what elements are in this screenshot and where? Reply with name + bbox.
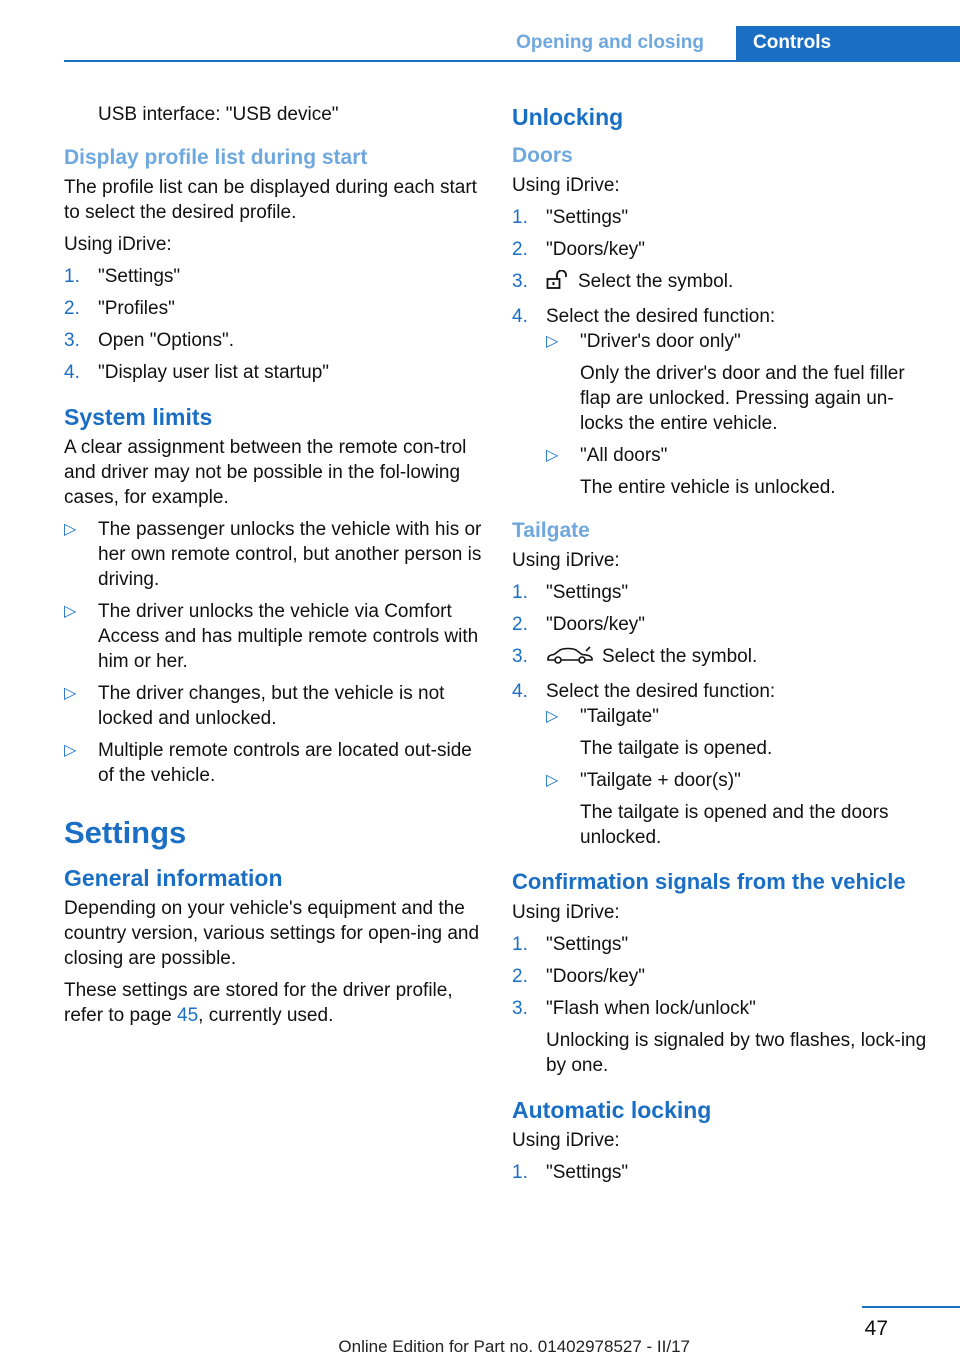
display-profile-body: The profile list can be displayed during each start to select the desired profile. [64, 177, 477, 223]
doors-options [546, 329, 932, 500]
list-item [64, 328, 484, 353]
list-item [512, 932, 932, 957]
page-reference-link[interactable]: 45 [177, 1005, 199, 1026]
page-number: 47 [864, 1317, 888, 1340]
confirmation-using: Using iDrive: [512, 902, 620, 923]
tailgate-heading: Tailgate [512, 519, 590, 542]
step-text: Select the desired function: [546, 306, 776, 327]
list-item [512, 580, 932, 605]
bullet-triangle-icon: ▷ [546, 708, 559, 725]
step-number: 4. [512, 681, 528, 702]
list-item [512, 269, 932, 297]
step-text: Select the desired function: [546, 681, 776, 702]
bullet-text: Multiple remote controls are located out‐side of the vehicle. [98, 740, 472, 786]
step-number: 3. [64, 330, 80, 351]
option-title: "Driver's door only" [580, 331, 741, 352]
step-text: Select the symbol. [602, 646, 758, 667]
bullet-text: The driver unlocks the vehicle via Comfort Access and has multiple remote controls with him or her. [98, 601, 479, 672]
confirmation-steps [512, 932, 932, 1078]
step-number: 4. [512, 306, 528, 327]
step-number: 4. [64, 362, 80, 383]
bullet-triangle-icon: ▷ [64, 742, 77, 759]
option-description: The tailgate is opened. [580, 738, 773, 759]
general-information-heading: General information [64, 865, 283, 891]
p2-text-after: , currently used. [198, 1005, 334, 1026]
option-description: The tailgate is opened and the doors unlocked. [580, 802, 889, 848]
option-description: The entire vehicle is unlocked. [580, 477, 836, 498]
header-chapter-tab: Controls [736, 26, 960, 62]
settings-heading: Settings [64, 815, 187, 850]
step-text: "Display user list at startup" [98, 362, 330, 383]
general-information-p1: Depending on your vehicle's equipment and the country version, various settings for open‐ing and closing are possible. [64, 898, 480, 969]
option-title: "Tailgate" [580, 706, 659, 727]
page-header [0, 0, 960, 62]
unlocking-heading: Unlocking [512, 104, 624, 130]
step-text: "Flash when lock/unlock" [546, 998, 756, 1019]
step-text: Select the symbol. [578, 271, 734, 292]
list-item [64, 517, 484, 592]
automatic-locking-heading: Automatic locking [512, 1097, 712, 1123]
step-number: 1. [512, 1162, 528, 1183]
bullet-triangle-icon: ▷ [546, 447, 559, 464]
step-number: 3. [512, 998, 528, 1019]
list-item [64, 681, 484, 731]
tailgate-steps [512, 580, 932, 850]
automatic-locking-using: Using iDrive: [512, 1130, 620, 1151]
step-number: 2. [512, 966, 528, 987]
footer-rule [862, 1306, 960, 1308]
option-title: "Tailgate + door(s)" [580, 770, 741, 791]
list-item [546, 443, 932, 500]
confirmation-signals-heading: Confirmation signals from the vehicle [512, 869, 906, 894]
tailgate-using: Using iDrive: [512, 550, 620, 571]
step-text: "Settings" [546, 582, 629, 603]
list-item [512, 644, 932, 672]
step-number: 1. [512, 582, 528, 603]
header-section-label: Opening and closing [516, 32, 704, 53]
automatic-locking-steps [512, 1160, 932, 1185]
step-text: "Settings" [98, 266, 181, 287]
list-item [64, 738, 484, 788]
bullet-triangle-icon: ▷ [64, 521, 77, 538]
display-profile-using: Using iDrive: [64, 234, 172, 255]
doors-using: Using iDrive: [512, 175, 620, 196]
system-limits-bullets [64, 517, 484, 788]
footer-edition: Online Edition for Part no. 01402978527 - II/17 [338, 1337, 690, 1356]
step-text: Open "Options". [98, 330, 235, 351]
list-item [64, 360, 484, 385]
list-item [512, 237, 932, 262]
step-text: "Settings" [546, 934, 629, 955]
display-profile-heading: Display profile list during start [64, 146, 368, 169]
bullet-triangle-icon: ▷ [546, 333, 559, 350]
step-number: 3. [512, 271, 528, 292]
header-rule [64, 60, 960, 62]
option-description: Only the driver's door and the fuel filler flap are unlocked. Pressing again un‐locks the entire vehicle. [580, 363, 905, 434]
step-number: 2. [512, 614, 528, 635]
list-item [512, 996, 932, 1078]
unlock-icon [546, 270, 570, 297]
step-number: 2. [512, 239, 528, 260]
step-number: 1. [64, 266, 80, 287]
list-item [64, 264, 484, 289]
bullet-text: The passenger unlocks the vehicle with his or her own remote control, but another person is driving. [98, 519, 482, 590]
p2-text-before: These settings are stored for the driver profile, refer to page [64, 980, 453, 1026]
system-limits-body: A clear assignment between the remote con‐trol and driver may not be possible in the fol‐lowing cases, for example. [64, 437, 467, 508]
car-icon [546, 645, 594, 672]
step-number: 1. [512, 934, 528, 955]
doors-steps [512, 205, 932, 500]
step-number: 3. [512, 646, 528, 667]
step-text: "Doors/key" [546, 966, 646, 987]
list-item [546, 329, 932, 436]
bullet-text: The driver changes, but the vehicle is not locked and unlocked. [98, 683, 445, 729]
system-limits-heading: System limits [64, 404, 213, 430]
display-profile-steps [64, 264, 484, 385]
step-text: "Doors/key" [546, 614, 646, 635]
list-item [546, 768, 932, 850]
list-item [64, 296, 484, 321]
bullet-triangle-icon: ▷ [64, 603, 77, 620]
list-item [512, 679, 932, 850]
step-number: 2. [64, 298, 80, 319]
list-item [512, 1160, 932, 1185]
left-column [64, 100, 484, 1035]
list-item [64, 599, 484, 674]
option-title: "All doors" [580, 445, 668, 466]
step-text: "Settings" [546, 207, 629, 228]
step-description: Unlocking is signaled by two flashes, lock‐ing by one. [546, 1030, 927, 1076]
list-item [546, 704, 932, 761]
bullet-triangle-icon: ▷ [546, 772, 559, 789]
list-item [512, 205, 932, 230]
general-information-p2 [64, 978, 484, 1028]
list-item [512, 612, 932, 637]
doors-heading: Doors [512, 144, 573, 167]
step-text: "Doors/key" [546, 239, 646, 260]
tailgate-options [546, 704, 932, 850]
list-item [512, 964, 932, 989]
step-text: "Profiles" [98, 298, 175, 319]
step-number: 1. [512, 207, 528, 228]
usb-interface-line: USB interface: "USB device" [98, 104, 339, 125]
list-item [512, 304, 932, 500]
bullet-triangle-icon: ▷ [64, 685, 77, 702]
right-column [512, 100, 932, 1192]
step-text: "Settings" [546, 1162, 629, 1183]
